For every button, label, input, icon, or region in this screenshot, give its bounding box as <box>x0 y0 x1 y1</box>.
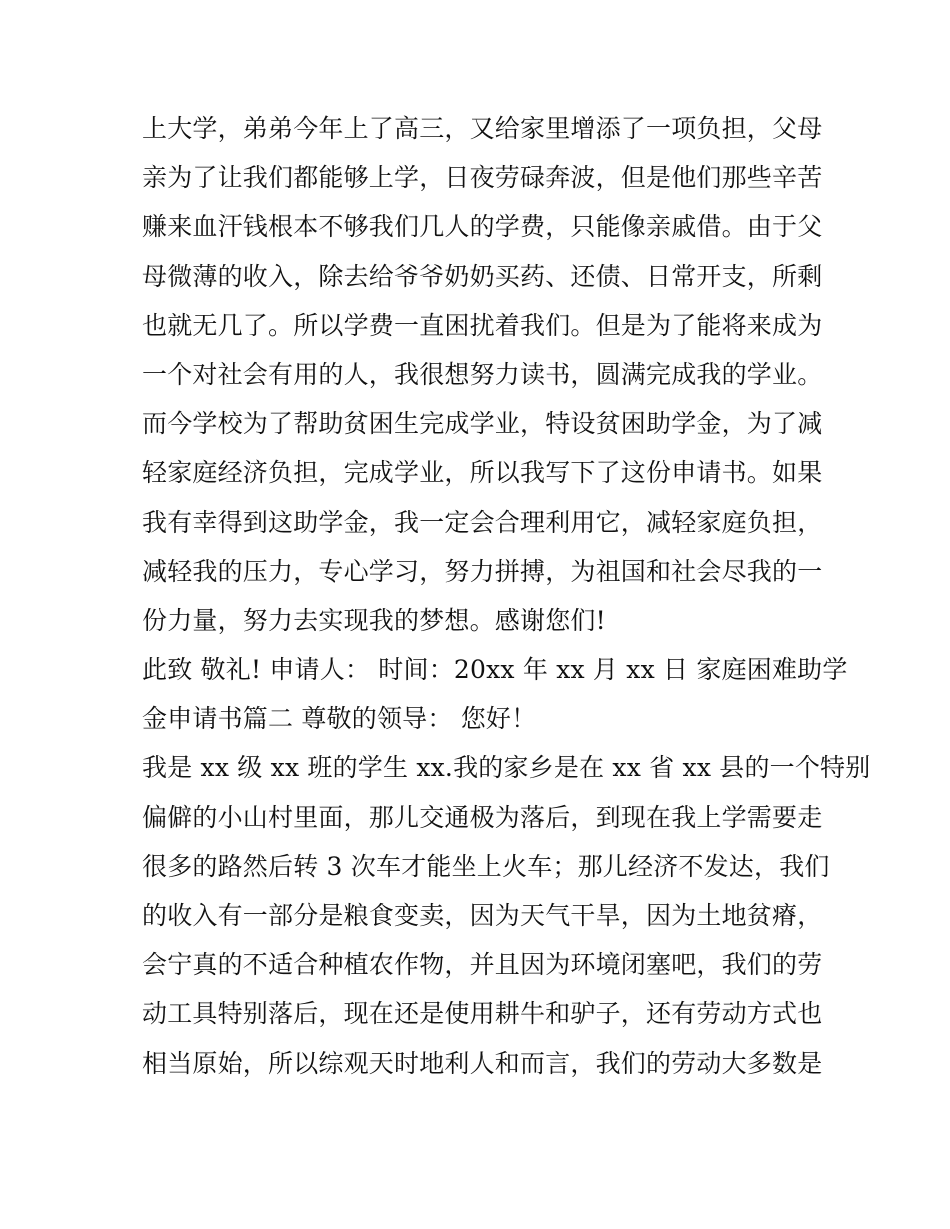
document-body <box>142 104 871 1088</box>
text-line: 份力量，努力去实现我的梦想。感谢您们! <box>142 605 606 635</box>
text-line: 动工具特别落后，现在还是使用耕牛和驴子，还有劳动方式也 <box>142 999 823 1029</box>
text-line: 我是 xx 级 xx 班的学生 xx.我的家乡是在 xx 省 xx 县的一个特别 <box>142 753 871 783</box>
text-line: 金申请书篇二 尊敬的领导： 您好！ <box>142 704 537 734</box>
text-line: 而今学校为了帮助贫困生完成学业，特设贫困助学金，为了减 <box>142 409 823 439</box>
text-line: 的收入有一部分是粮食变卖，因为天气干旱，因为土地贫瘠， <box>142 901 823 930</box>
text-line: 偏僻的小山村里面，那儿交通极为落后，到现在我上学需要走 <box>142 802 823 832</box>
text-line: 赚来血汗钱根本不够我们几人的学费，只能像亲戚借。由于父 <box>142 212 823 242</box>
text-line: 母微薄的收入，除去给爷爷奶奶买药、还债、日常开支，所剩 <box>142 261 823 291</box>
text-line: 相当原始，所以综观天时地利人和而言，我们的劳动大多数是 <box>142 1048 823 1078</box>
text-line: 减轻我的压力，专心学习，努力拼搏，为祖国和社会尽我的一 <box>142 556 823 586</box>
text-line: 上大学，弟弟今年上了高三，又给家里增添了一项负担，父母 <box>142 114 823 143</box>
text-line: 亲为了让我们都能够上学，日夜劳碌奔波，但是他们那些辛苦 <box>142 163 823 193</box>
text-line: 轻家庭经济负担，完成学业，所以我写下了这份申请书。如果 <box>142 458 823 488</box>
text-line: 我有幸得到这助学金，我一定会合理利用它，减轻家庭负担， <box>142 507 823 537</box>
text-line: 也就无几了。所以学费一直困扰着我们。但是为了能将来成为 <box>142 310 823 340</box>
text-line: 很多的路然后转 3 次车才能坐上火车；那儿经济不发达，我们 <box>142 851 830 881</box>
text-line: 一个对社会有用的人，我很想努力读书，圆满完成我的学业。 <box>142 359 823 389</box>
text-line: 此致 敬礼! 申请人： 时间：20xx 年 xx 月 xx 日 家庭困难助学 <box>142 655 848 685</box>
text-line: 会宁真的不适合种植农作物，并且因为环境闭塞吧，我们的劳 <box>142 950 823 980</box>
